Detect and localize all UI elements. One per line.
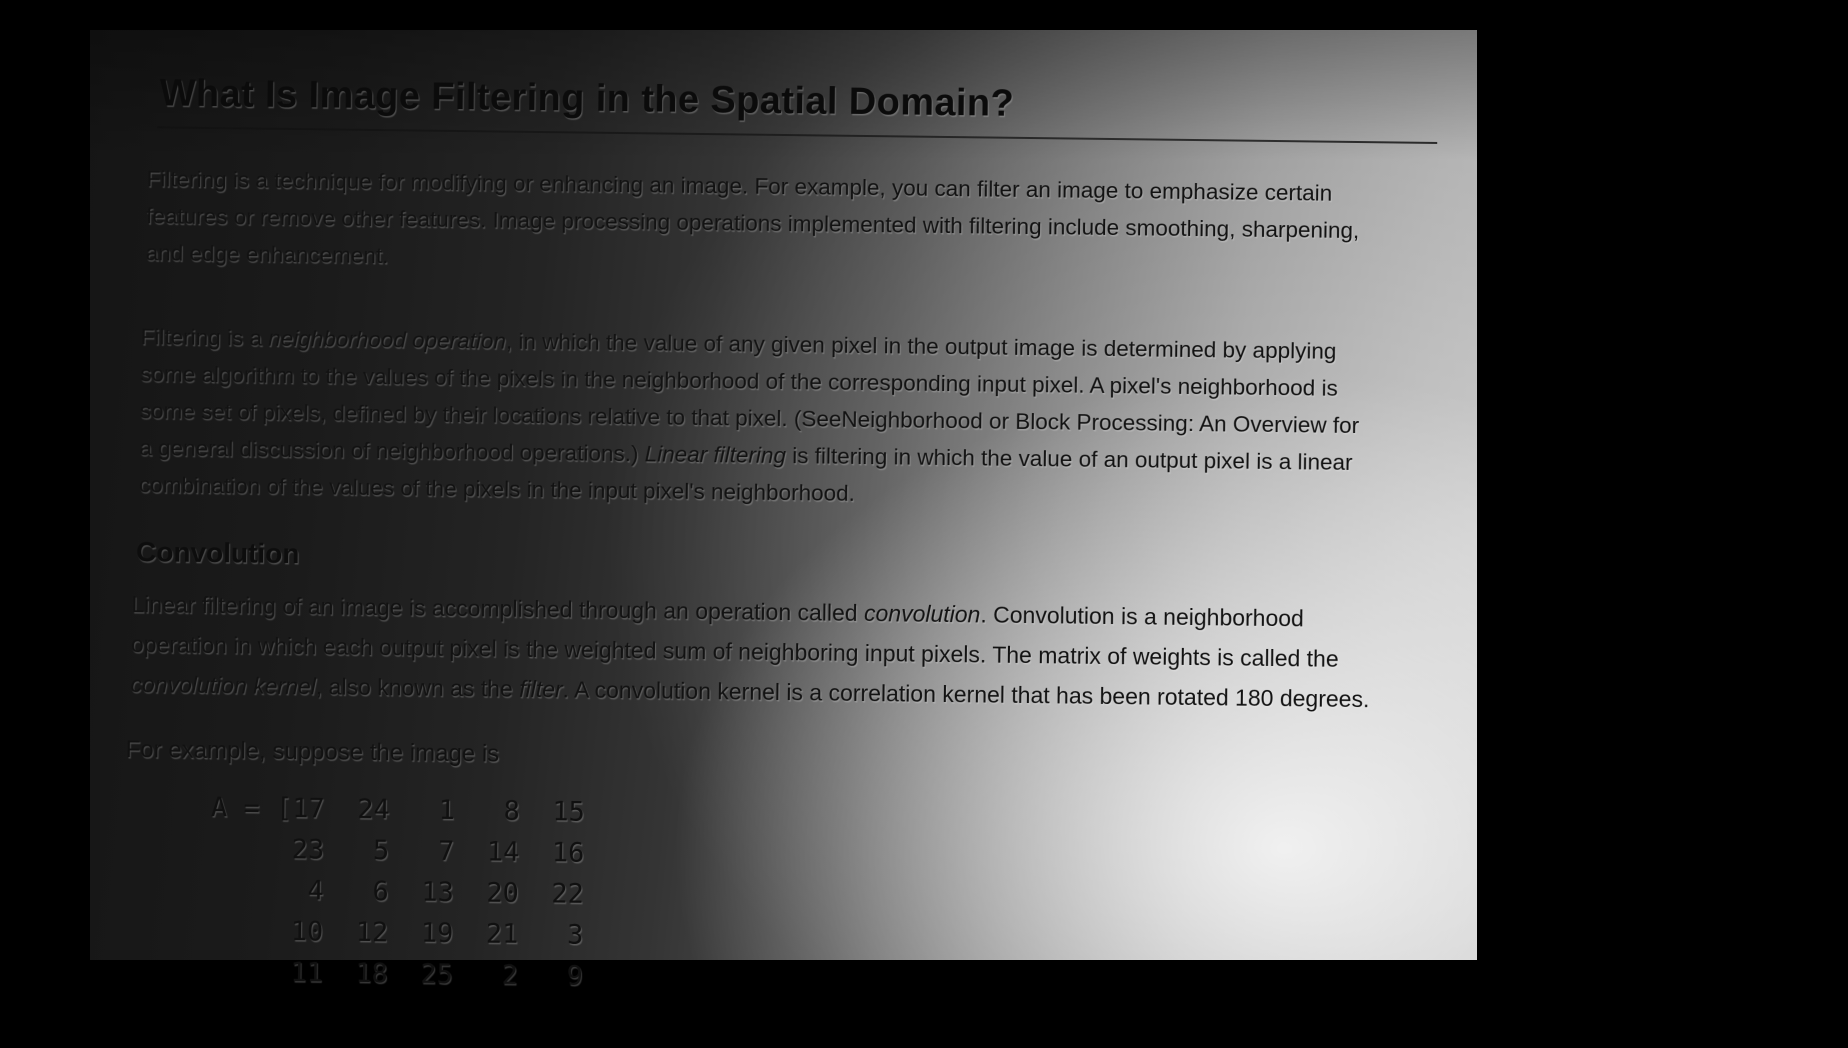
intro-paragraph [146,160,1360,286]
example-intro-text: For example, suppose the image is [125,735,500,768]
text-line: 11 18 25 2 9 [208,956,584,992]
title-rule [157,126,1437,144]
text-line: 23 5 7 14 16 [210,833,585,869]
text-line: 10 12 19 21 3 [209,915,584,951]
text-line: Linear filtering of an image is accomplished through an operation called convolution. Convolution is a neighborhood [131,591,1305,632]
convolution-paragraph [130,584,1370,719]
text-line: Filtering is a technique for modifying or enhancing an image. For example, you can filter an image to emphasize certain [146,166,1333,206]
text-line: convolution kernel, also known as the filter. A convolution kernel is a correlation kernel that has been rotated 180 degrees. [130,671,1370,713]
text-line: some algorithm to the values of the pixels in the neighborhood of the corresponding input pixel. A pixel's neighborhood is [140,361,1338,401]
neighborhood-paragraph [139,318,1361,518]
text-line: A = [17 24 1 8 15 [210,792,586,828]
text-line: features or remove other features. Image processing operations implemented with filtering include smoothing, sharpening, [146,203,1360,244]
page-content [79,30,1477,992]
text-line: a general discussion of neighborhood operations.) Linear filtering is filtering in which the value of an output pixel is a linear [139,435,1353,475]
text-line: and edge enhancement. [145,240,389,269]
text-line: Filtering is a neighborhood operation, in which the value of any given pixel in the output image is determined by applying [140,324,1337,364]
text-line: some set of pixels, defined by their locations relative to that pixel. (SeeNeighborhood or Block Processing: An Overview for [139,398,1360,439]
matrix-code-block [209,787,585,997]
text-line: operation in which each output pixel is the weighted sum of neighboring input pixels. The matrix of weights is called the [130,631,1339,672]
convolution-heading: Convolution [135,536,300,570]
document-page-photo [90,30,1477,992]
page-title: What Is Image Filtering in the Spatial Domain? [159,72,1015,125]
text-line: 4 6 13 20 22 [209,874,585,910]
text-line: combination of the values of the pixels in the input pixel's neighborhood. [138,472,856,506]
